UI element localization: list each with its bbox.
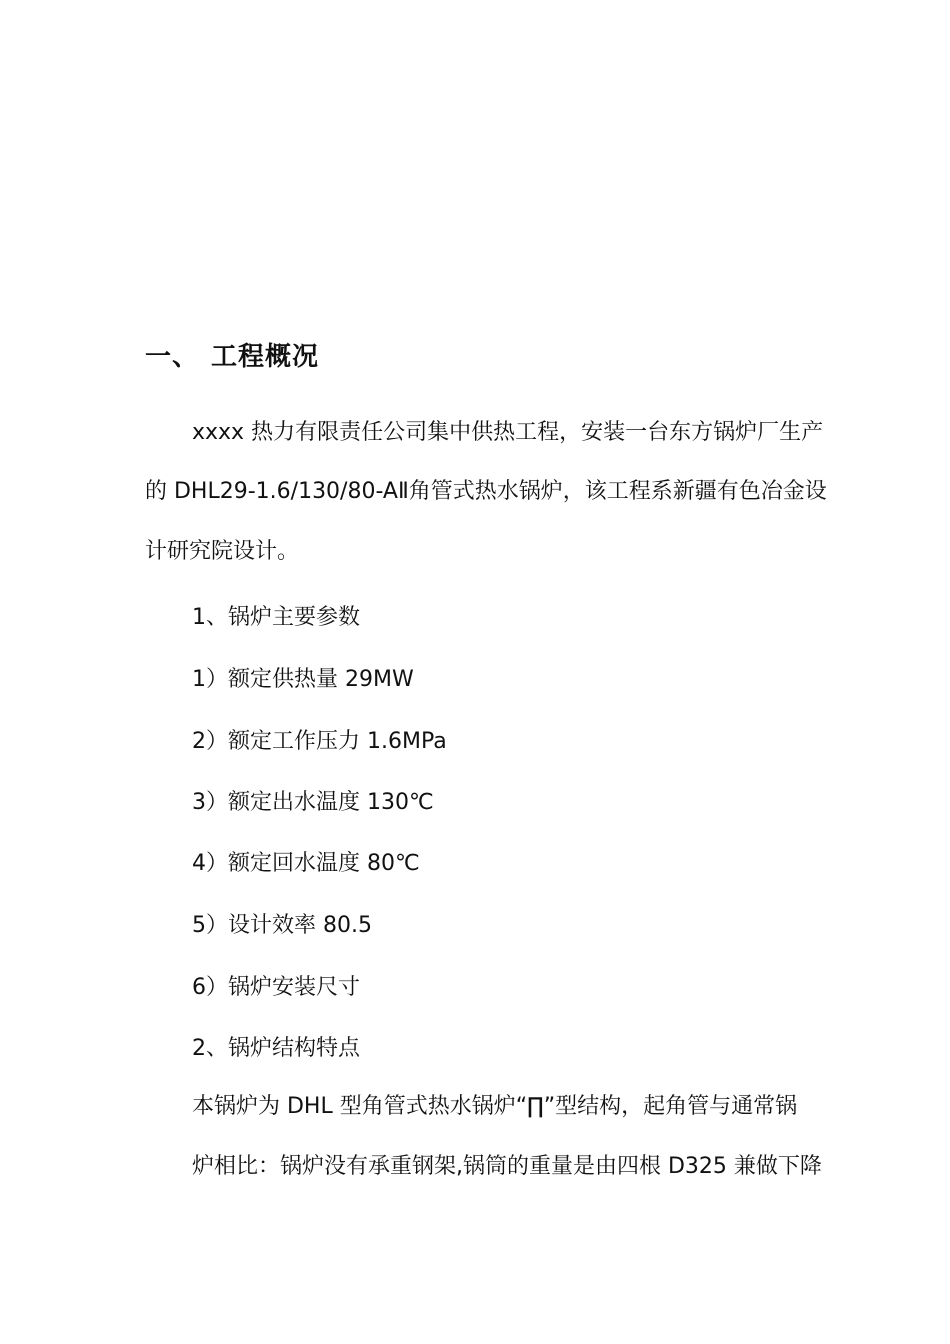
subsection-2-title: 2、锅炉结构特点 [192, 1036, 360, 1061]
parameter-item-1: 1）额定供热量 29MW [192, 667, 414, 692]
parameter-item-5: 5）设计效率 80.5 [192, 913, 372, 938]
parameter-item-2: 2）额定工作压力 1.6MPa [192, 729, 447, 754]
section-heading [145, 336, 319, 373]
intro-line-3: 计研究院设计。 [145, 539, 300, 564]
structure-line-2: 炉相比：锅炉没有承重钢架,锅筒的重量是由四根 D325 兼做下降 [192, 1154, 822, 1179]
parameter-item-6: 6）锅炉安装尺寸 [192, 975, 360, 1000]
structure-line-1: 本锅炉为 DHL 型角管式热水锅炉“∏”型结构，起角管与通常锅 [192, 1094, 798, 1119]
section-title: 工程概况 [211, 342, 320, 372]
parameter-item-3: 3）额定出水温度 130℃ [192, 790, 434, 815]
subsection-1-title: 1、锅炉主要参数 [192, 605, 360, 630]
section-number: 一、 [145, 342, 200, 372]
intro-line-1: xxxx 热力有限责任公司集中供热工程，安装一台东方锅炉厂生产 [192, 420, 824, 445]
intro-line-2: 的 DHL29-1.6/130/80-AⅡ角管式热水锅炉，该工程系新疆有色冶金设 [145, 479, 827, 504]
parameter-item-4: 4）额定回水温度 80℃ [192, 851, 420, 876]
